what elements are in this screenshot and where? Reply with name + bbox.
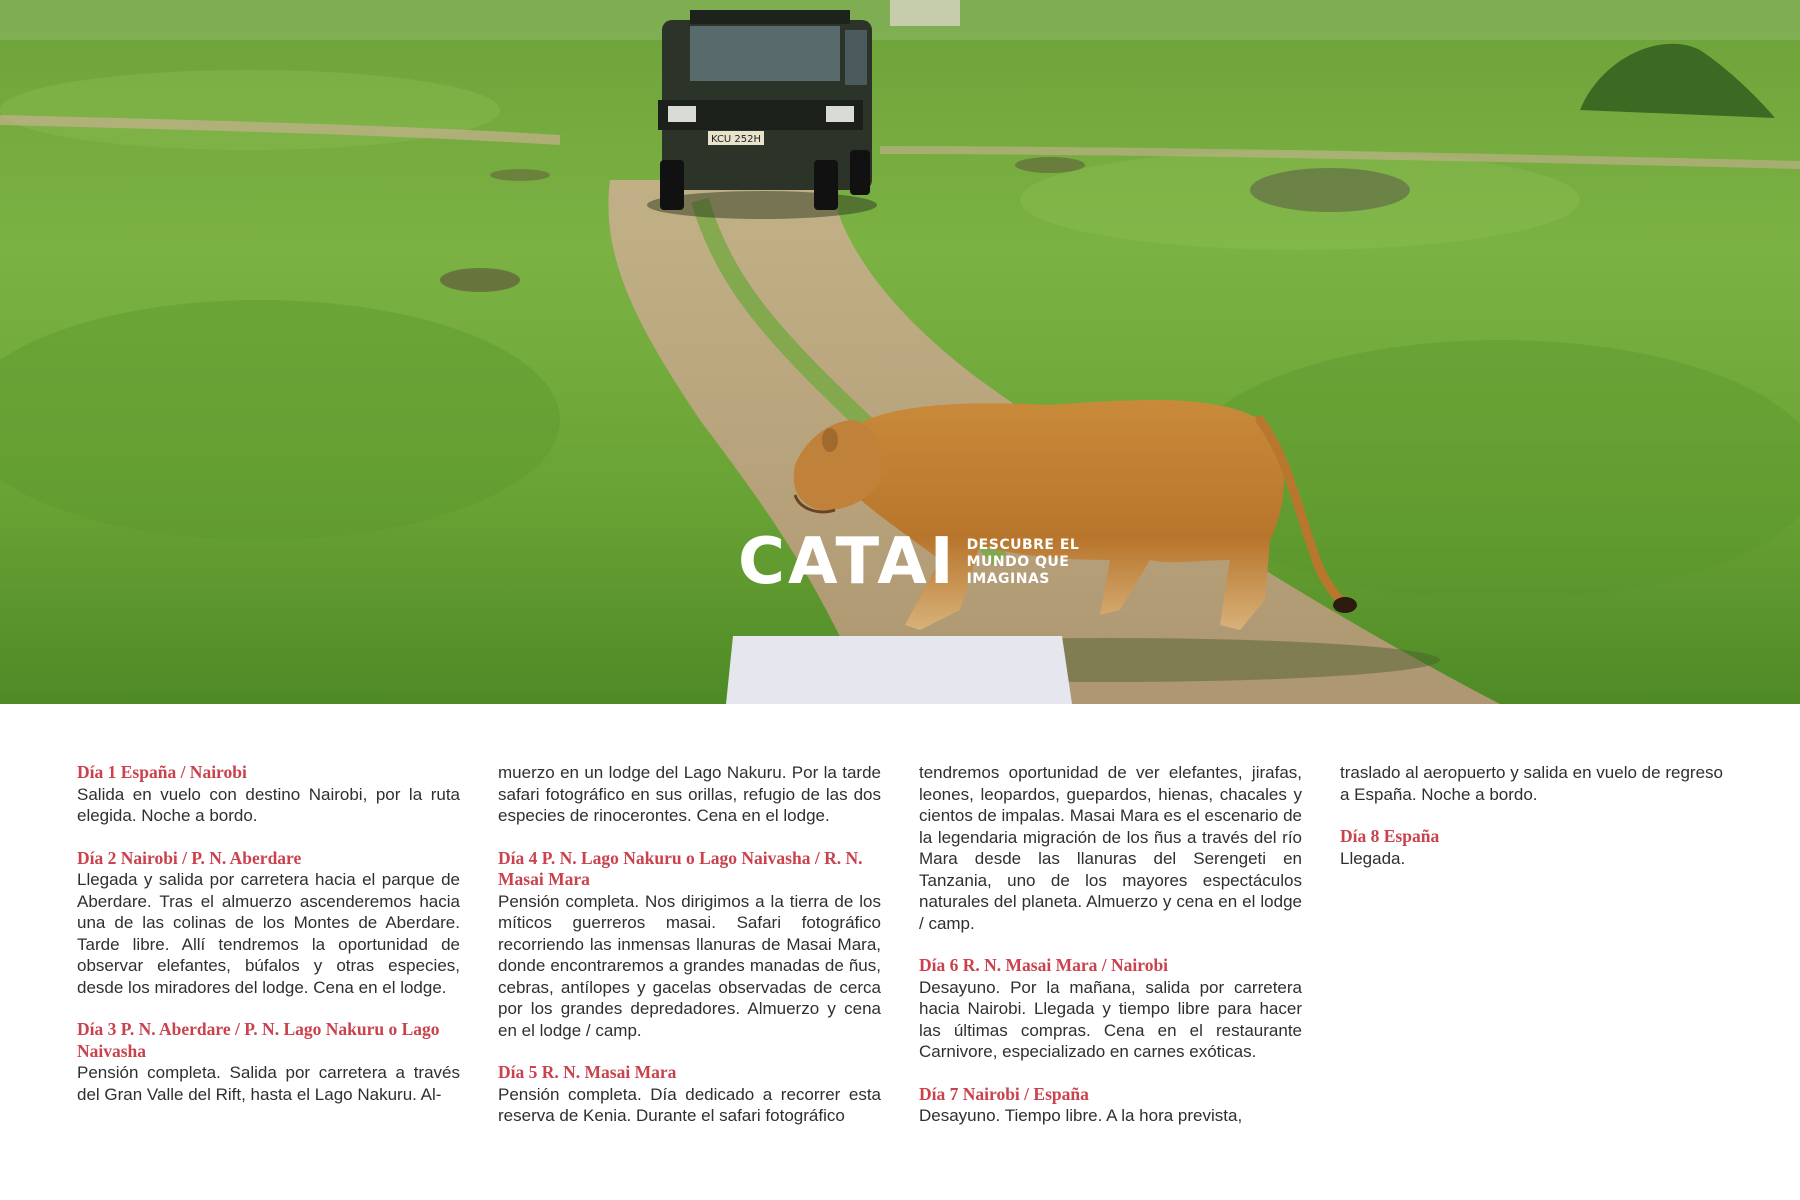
itinerary (77, 762, 1727, 1162)
day-6-text: Desayuno. Por la mañana, salida por carretera hacia Nairobi. Llegada y tiempo libre para hacer las últimas compras. Cena en el restaurante Carnivore, especializado en carnes exóticas. (919, 977, 1302, 1061)
day-8-title: Día 8 España (1340, 826, 1440, 846)
itinerary-column-3 (919, 762, 1302, 1148)
day-4-text: Pensión completa. Nos dirigimos a la tierra de los míticos guerreros masai. Safari fotográfico recorriendo las inmensas llanuras de Masai Mara, donde encontraremos a grandes manadas de ñus, cebras, antílopes y gacelas observadas de cerca por los grandes depredadores. Almuerzo y cena en el lodge / camp. (498, 891, 881, 1040)
day-7-text-continued: traslado al aeropuerto y salida en vuelo de regreso a España. Noche a bordo. (1340, 763, 1723, 804)
day-6 (919, 955, 1302, 1063)
day-2-title: Día 2 Nairobi / P. N. Aberdare (77, 847, 302, 868)
brand-tagline-line-1: DESCUBRE EL (966, 536, 1080, 553)
day-5-title: Día 5 R. N. Masai Mara (498, 1062, 677, 1082)
day-5 (498, 1062, 881, 1127)
day-7-text: Desayuno. Tiempo libre. A la hora prevista, (919, 1106, 1243, 1125)
day-3 (77, 1019, 460, 1105)
brand-name: CATAI (738, 525, 957, 599)
day-6-title: Día 6 R. N. Masai Mara / Nairobi (919, 955, 1169, 975)
day-3-title: Día 3 P. N. Aberdare / P. N. Lago Nakuru o Lago Naivasha (77, 1019, 440, 1061)
day-1-text: Salida en vuelo con destino Nairobi, por la ruta elegida. Noche a bordo. (77, 784, 460, 825)
safari-vehicle (647, 10, 877, 219)
day-4 (498, 848, 881, 1042)
day-2 (77, 848, 460, 999)
day-8 (1340, 826, 1723, 869)
header-tab (726, 636, 1072, 704)
brand-tagline-line-3: IMAGINAS (966, 570, 1050, 587)
day-1-title: Día 1 España / Nairobi (77, 762, 247, 782)
itinerary-column-4 (1340, 762, 1723, 890)
catai-logo (738, 525, 1080, 599)
day-7-title: Día 7 Nairobi / España (919, 1083, 1089, 1104)
day-7 (919, 1084, 1302, 1127)
day-3-text-continued: muerzo en un lodge del Lago Nakuru. Por la tarde safari fotográfico en sus orillas, refugio de las dos especies de rinocerontes. Cena en el lodge. (498, 763, 881, 825)
day-2-text: Llegada y salida por carretera hacia el parque de Aberdare. Tras el almuerzo ascenderemos hacia una de las colinas de los Montes de Aberdare. Tarde libre. Allí tendremos la oportunidad de observar elefantes, búfalos y otras especies, desde los miradores del lodge. Cena en el lodge. (77, 870, 460, 997)
day-8-text: Llegada. (1340, 848, 1406, 868)
itinerary-column-2 (498, 762, 881, 1148)
day-5-text: Pensión completa. Día dedicado a recorrer esta reserva de Kenia. Durante el safari fotográfico (498, 1084, 881, 1125)
day-3-text: Pensión completa. Salida por carretera a través del Gran Valle del Rift, hasta el Lago Nakuru. Al- (77, 1063, 460, 1104)
itinerary-column-1 (77, 762, 460, 1126)
day-1 (77, 762, 460, 827)
brand-tagline (967, 537, 1080, 588)
day-4-title: Día 4 P. N. Lago Nakuru o Lago Naivasha / R. N. Masai Mara (498, 847, 863, 889)
day-5-text-continued: tendremos oportunidad de ver elefantes, jirafas, leones, leopardos, guepardos, hienas, chacales y cientos de impalas. Masai Mara es el escenario de la legendaria migración de los ñus a través del río Mara desde las llanuras del Serengeti en Tanzania, uno de los mayores espectáculos naturales del planeta. Almuerzo y cena en el lodge / camp. (919, 763, 1302, 933)
license-plate: KCU 252H (710, 134, 762, 145)
brand-tagline-line-2: MUNDO QUE (966, 553, 1070, 570)
